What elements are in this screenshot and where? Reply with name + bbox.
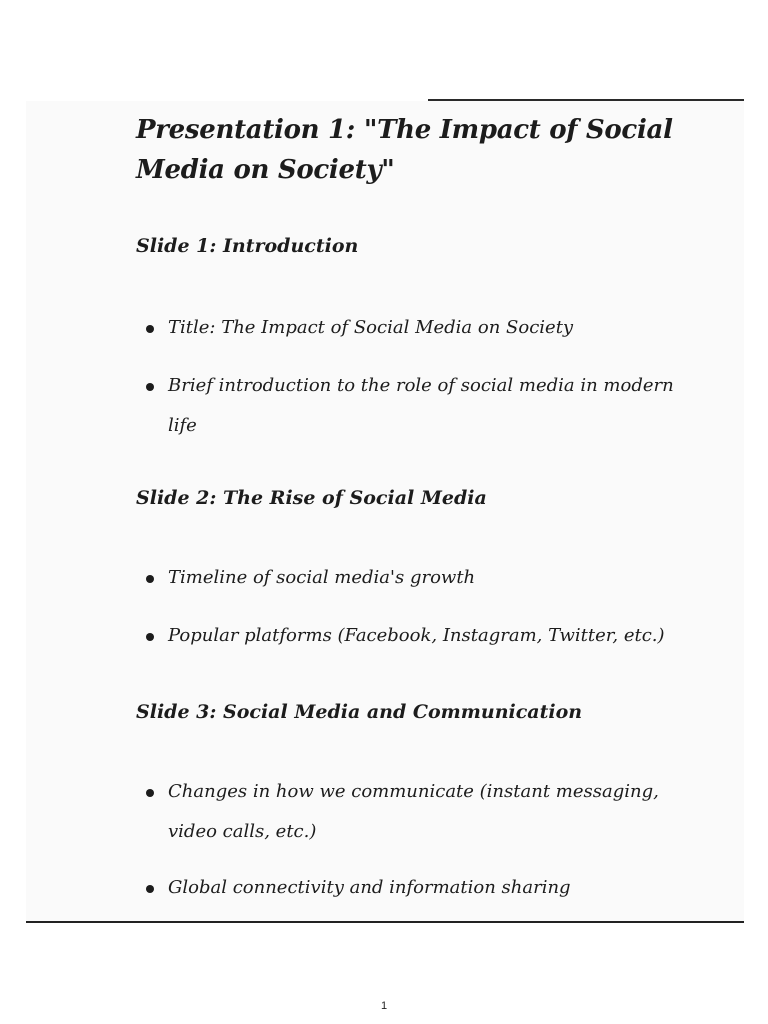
- slide-3-bullet-1: [146, 772, 688, 852]
- bullet-dot-icon: [146, 633, 154, 641]
- page-number: 1: [380, 1000, 388, 1012]
- slide-1-heading: Slide 1: Introduction: [136, 235, 359, 257]
- slide-1-bullet-1: [146, 308, 688, 348]
- bullet-dot-icon: [146, 885, 154, 893]
- slide-2-heading: Slide 2: The Rise of Social Media: [136, 487, 487, 509]
- bullet-text: Brief introduction to the role of social media in modern life: [168, 375, 674, 436]
- slide-2-bullet-2: [146, 616, 688, 656]
- slide-2-bullet-1: [146, 558, 688, 598]
- bullet-dot-icon: [146, 383, 154, 391]
- bullet-dot-icon: [146, 789, 154, 797]
- slide-3-bullet-2: [146, 868, 688, 908]
- bullet-text: Changes in how we communicate (instant messaging, video calls, etc.): [168, 781, 659, 842]
- document-content: [136, 110, 696, 898]
- presentation-title: Presentation 1: "The Impact of Social Media on Society": [136, 115, 673, 185]
- bullet-text: Global connectivity and information sharing: [168, 877, 571, 898]
- slide-3-heading: Slide 3: Social Media and Communication: [136, 701, 583, 723]
- bullet-text: Timeline of social media's growth: [168, 567, 476, 588]
- slide-1-bullet-2: [146, 366, 688, 446]
- bottom-border-line: [26, 921, 744, 923]
- bullet-dot-icon: [146, 325, 154, 333]
- bullet-dot-icon: [146, 575, 154, 583]
- bullet-text: Popular platforms (Facebook, Instagram, Twitter, etc.): [168, 625, 665, 646]
- bullet-text: Title: The Impact of Social Media on Society: [168, 317, 574, 338]
